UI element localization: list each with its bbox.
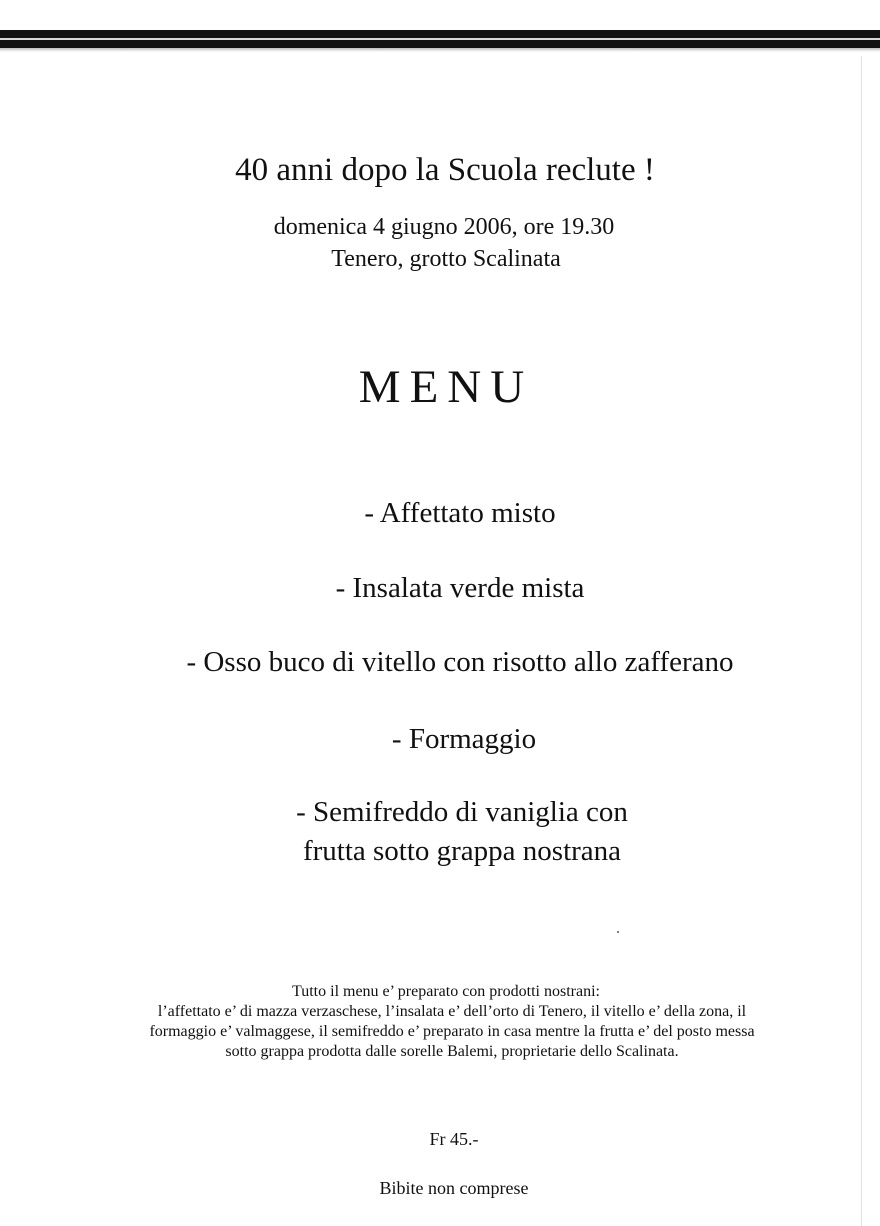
dish-semifreddo-continued: frutta sotto grappa nostrana	[302, 835, 622, 867]
dish-formaggio: - Formaggio	[391, 723, 537, 755]
drinks-note: Bibite non comprese	[379, 1178, 529, 1198]
dish-semifreddo: - Semifreddo di vaniglia con	[296, 796, 628, 828]
event-title: 40 anni dopo la Scuola reclute !	[235, 152, 655, 188]
dish-insalata: - Insalata verde mista	[335, 572, 585, 604]
dish-affettato: - Affettato misto	[364, 497, 556, 529]
note-line: sotto grappa prodotta dalle sorelle Balemi, proprietarie dello Scalinata.	[225, 1043, 679, 1060]
menu-heading: MENU	[358, 361, 534, 413]
dish-osso-buco: - Osso buco di vitello con risotto allo zafferano	[186, 646, 734, 678]
note-line: Tutto il menu e’ preparato con prodotti nostrani:	[292, 983, 600, 1000]
scan-shadow	[0, 48, 880, 52]
event-place: Tenero, grotto Scalinata	[331, 246, 561, 272]
event-date: domenica 4 giugno 2006, ore 19.30	[273, 214, 615, 240]
price: Fr 45.-	[429, 1129, 479, 1149]
scan-speck	[617, 931, 619, 933]
note-line: formaggio e’ valmaggese, il semifreddo e’ preparato in casa mentre la frutta e’ del posto messa	[149, 1023, 755, 1040]
scan-border-gap	[0, 38, 880, 40]
note-line: l’affettato e’ di mazza verzaschese, l’insalata e’ dell’orto di Tenero, il vitello e’ della zona, il	[157, 1003, 747, 1020]
